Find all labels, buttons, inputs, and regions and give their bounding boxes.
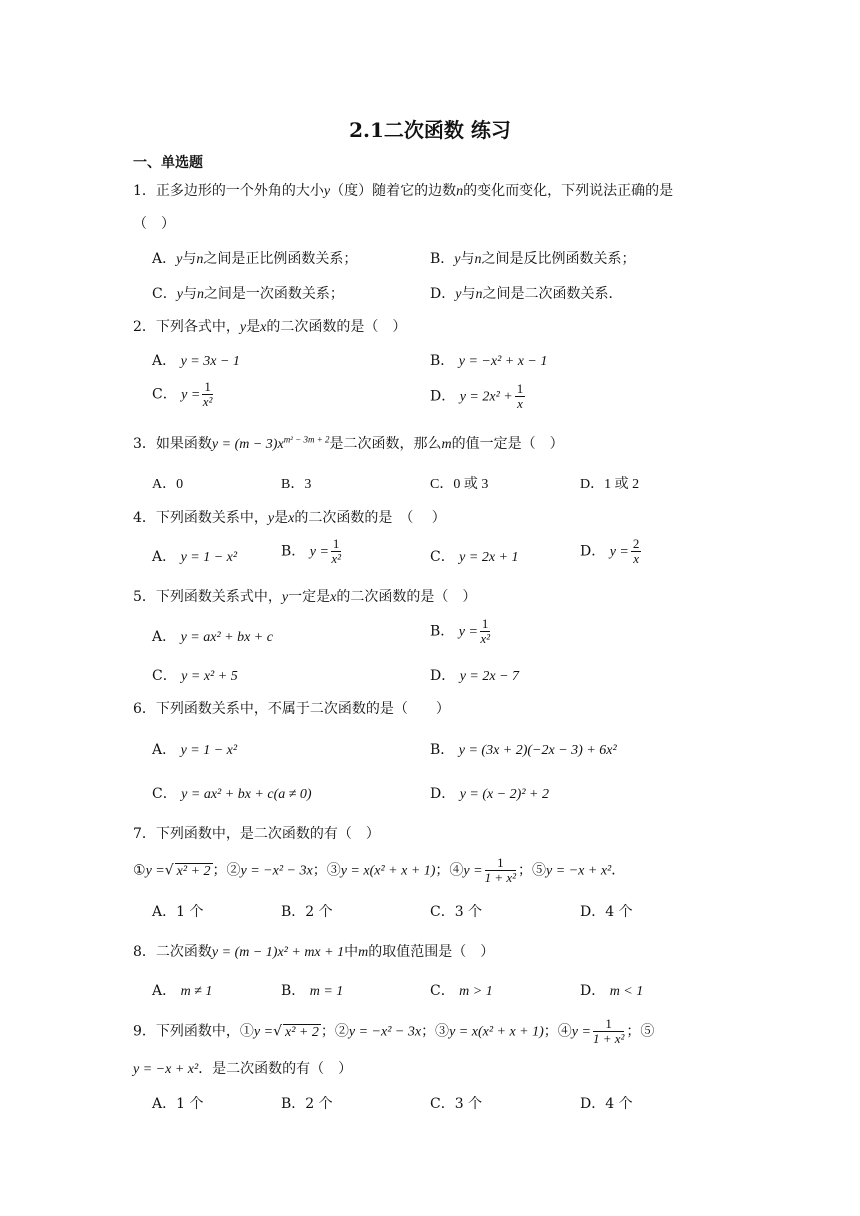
q1-option-b[interactable] <box>430 248 636 268</box>
denominator: x <box>633 551 639 566</box>
numerator: 1 <box>332 536 340 551</box>
stem-text: 是二次函数，那么 <box>329 436 442 452</box>
math-expression: y = <box>458 624 478 640</box>
option-label: A． <box>152 549 177 565</box>
stem-text: ；⑤ <box>518 862 547 879</box>
fraction <box>331 537 342 566</box>
q5-option-a[interactable] <box>152 626 273 646</box>
question-9-stem: 9．下列函数中，①y =√ x² + 2 ；②y = −x² − 3x；③y = x(x² + x + 1)；④y = $\frac{1}{\text{1 + x²}}$ ；⑤ <box>133 1016 655 1046</box>
q4-option-c[interactable] <box>430 546 519 566</box>
q5-option-b[interactable] <box>430 617 492 646</box>
q7-option-b[interactable]: B．2 个 <box>281 904 333 920</box>
stem-text: ． <box>611 862 626 879</box>
question-1-paren: （ ） <box>133 216 175 232</box>
q8-option-d[interactable] <box>580 980 643 1000</box>
option-label: D． <box>430 668 456 684</box>
question-number: 7． <box>133 826 156 842</box>
question-number: 9． <box>133 1023 156 1040</box>
question-number: 8． <box>133 944 156 960</box>
option-label: B． <box>430 742 455 758</box>
question-number: 4． <box>133 510 156 526</box>
stem-text: ① <box>133 862 146 879</box>
question-9-stem-cont <box>133 1058 352 1078</box>
denominator: 1 + x² <box>484 870 517 885</box>
math-expression: y = (m − 1)x² + mx + 1 <box>211 945 345 960</box>
option-label: A． <box>152 251 177 267</box>
q9-option-d[interactable]: D．4 个 <box>580 1096 633 1112</box>
option-label: B． <box>430 353 455 369</box>
fraction <box>485 856 516 885</box>
math-var: n <box>196 287 204 302</box>
q4-option-b[interactable] <box>281 537 343 566</box>
stem-text: 与 <box>461 286 476 302</box>
math-expression: y = <box>571 1024 591 1040</box>
math-expression: y = −x² − 3x <box>348 1024 422 1040</box>
math-var: n <box>474 252 482 267</box>
q8-option-a[interactable] <box>152 980 212 1000</box>
math-expression: m < 1 <box>609 984 644 999</box>
option-label: D． <box>430 286 456 302</box>
q6-option-c[interactable] <box>152 783 312 803</box>
question-number: 1． <box>133 183 156 199</box>
math-var: m <box>358 945 369 960</box>
denominator: x² <box>202 394 213 409</box>
math-expression: y = ax² + bx + c(a ≠ 0) <box>181 787 312 802</box>
q1-option-a[interactable] <box>152 248 357 268</box>
option-label: B． <box>281 983 306 999</box>
q3-option-c[interactable]: C．0 或 3 <box>430 477 489 492</box>
math-expression: y = 2x − 7 <box>459 669 520 684</box>
fraction <box>631 537 642 566</box>
stem-text: ；② <box>212 862 241 879</box>
stem-text: 下列函数关系式中， <box>155 589 282 605</box>
stem-text: 下列函数关系中， <box>155 510 268 526</box>
q5-option-c[interactable] <box>152 665 238 685</box>
math-expression: y = <box>181 387 201 403</box>
q5-option-d[interactable] <box>430 665 519 685</box>
question-7-functions: ①y =√ x² + 2 ；②y = −x² − 3x；③y = x(x² + x + 1)；④y = $\frac{1}{\text{1 + x²}}$ ；⑤y = −x + x²． <box>133 855 626 885</box>
option-label: A． <box>152 742 177 758</box>
math-var: n <box>475 287 483 302</box>
stem-text: 的变化而变化，下列说法正确的是 <box>463 183 674 199</box>
q4-option-d[interactable] <box>580 537 643 566</box>
stem-text: ；④ <box>543 1023 572 1040</box>
math-expression: y = x(x² + x + 1) <box>449 1024 544 1040</box>
stem-text: 下列函数中，是二次函数的有（ ） <box>155 826 380 842</box>
stem-text: 是 <box>274 510 289 526</box>
option-label: D． <box>580 983 606 999</box>
fraction <box>593 1017 624 1046</box>
question-5-stem <box>133 586 476 606</box>
stem-text: ；⑤ <box>626 1023 655 1040</box>
numerator: 1 <box>516 381 524 396</box>
q1-option-c[interactable] <box>152 283 344 303</box>
math-expression: y = 2x² + <box>459 389 513 405</box>
denominator: x² <box>480 631 490 646</box>
page-title: 2.1二次函数 练习 <box>349 118 511 142</box>
sqrt-radicand: x² + 2 <box>176 863 211 879</box>
stem-text: ；② <box>320 1023 349 1040</box>
fraction <box>202 380 213 409</box>
math-expression: y = 2x + 1 <box>459 550 519 565</box>
stem-text: 的取值范围是（ ） <box>368 944 495 960</box>
math-expression: y = (x − 2)² + 2 <box>459 787 549 802</box>
math-exponent: m² − 3m + 2 <box>283 434 330 445</box>
math-expression: y = <box>463 863 483 879</box>
question-number: 2． <box>133 319 156 335</box>
denominator: x <box>517 396 523 411</box>
math-expression: y = x² + 5 <box>181 669 238 684</box>
math-expression: y = <box>309 544 329 560</box>
option-label: C． <box>152 786 177 802</box>
math-expression: y = −x² + x − 1 <box>458 354 548 369</box>
math-expression: y = −x² − 3x <box>240 863 313 879</box>
stem-text: 下列函数中，① <box>155 1023 254 1040</box>
math-expression: y = ax² + bx + c <box>180 630 273 645</box>
question-1-stem <box>133 180 673 200</box>
stem-text: ．是二次函数的有（ ） <box>198 1061 353 1077</box>
q2-option-c[interactable] <box>152 380 215 409</box>
math-expression: m ≠ 1 <box>180 984 213 999</box>
math-expression: y = −x + x² <box>133 1062 199 1077</box>
question-2-stem <box>133 316 406 336</box>
q1-option-d[interactable] <box>430 283 622 303</box>
question-4-stem <box>133 507 446 527</box>
math-expression: y = <box>609 544 629 560</box>
option-text: 之间是正比例函数关系； <box>203 251 358 267</box>
math-var: x <box>260 320 267 335</box>
math-var: m <box>441 437 452 452</box>
option-label: C． <box>152 386 177 403</box>
option-text: 之间是反比例函数关系； <box>481 251 636 267</box>
stem-text: 的二次函数的是（ ） <box>336 589 477 605</box>
q8-option-b[interactable] <box>281 980 343 1000</box>
option-label: A． <box>152 983 177 999</box>
numerator: 1 <box>481 616 489 631</box>
option-label: A． <box>152 629 177 645</box>
math-var: x <box>330 590 337 605</box>
denominator: x² <box>331 551 341 566</box>
stem-text: 的值一定是（ ） <box>451 436 564 452</box>
math-expression: y = <box>145 863 165 879</box>
option-label: B． <box>430 623 455 640</box>
stem-text: 下列各式中， <box>155 319 240 335</box>
math-expression: y = (m − 3)x <box>211 437 284 452</box>
question-6-stem <box>133 698 450 718</box>
stem-text: 的二次函数的是（ ） <box>266 319 407 335</box>
option-label: D． <box>430 786 456 802</box>
fraction <box>480 617 491 646</box>
q3-option-a[interactable]: A．0 <box>152 477 184 492</box>
q9-option-a[interactable]: A．1 个 <box>152 1096 204 1112</box>
math-var: y <box>455 287 462 302</box>
fraction <box>515 382 526 411</box>
stem-text: 与 <box>182 251 197 267</box>
option-label: C． <box>430 983 455 999</box>
question-number: 3． <box>133 436 156 452</box>
option-label: B． <box>430 251 455 267</box>
math-expression: y = (3x + 2)(−2x − 3) + 6x² <box>458 743 617 758</box>
stem-text: ；④ <box>435 862 464 879</box>
math-var: y <box>267 511 275 526</box>
math-var: y <box>176 252 183 267</box>
stem-text: 是 <box>246 319 261 335</box>
math-expression: y = x(x² + x + 1) <box>340 863 436 879</box>
option-label: D． <box>430 388 456 405</box>
math-expression: y = 3x − 1 <box>180 354 240 369</box>
math-expression: y = −x + x² <box>546 863 612 879</box>
q3-option-b[interactable]: B．3 <box>281 477 312 492</box>
stem-text: 下列函数关系中，不属于二次函数的是（ ） <box>155 701 450 717</box>
numerator: 2 <box>632 536 640 551</box>
option-label: C． <box>152 286 177 302</box>
q2-option-a[interactable] <box>152 350 240 370</box>
option-label: B． <box>281 543 306 560</box>
math-var: y <box>454 252 461 267</box>
q9-option-c[interactable]: C．3 个 <box>430 1096 483 1112</box>
q6-option-d[interactable] <box>430 783 549 803</box>
stem-text: 二次函数 <box>155 944 212 960</box>
option-text: 之间是二次函数关系． <box>482 286 623 302</box>
section-heading: 一、单选题 <box>133 155 203 171</box>
option-label: C． <box>430 549 455 565</box>
stem-text: ；③ <box>312 862 341 879</box>
numerator: 1 <box>593 1017 624 1032</box>
sqrt-radicand: x² + 2 <box>285 1024 319 1040</box>
q6-option-b[interactable] <box>430 739 617 759</box>
stem-text: 中 <box>344 944 359 960</box>
question-number: 6． <box>133 701 156 717</box>
stem-text: 与 <box>182 286 197 302</box>
math-expression: y = 1 − x² <box>180 743 238 758</box>
q7-option-c[interactable]: C．3 个 <box>430 904 483 920</box>
math-expression: m > 1 <box>459 984 493 999</box>
math-expression: y = <box>253 1024 274 1040</box>
stem-text: 一定是 <box>288 589 331 605</box>
math-expression: y = 1 − x² <box>180 550 238 565</box>
option-label: C． <box>152 668 177 684</box>
math-var: y <box>176 287 183 302</box>
q8-option-c[interactable] <box>430 980 493 1000</box>
stem-text: 的二次函数的是 （ ） <box>294 510 446 526</box>
q2-option-d[interactable] <box>430 382 527 411</box>
question-8-stem <box>133 941 494 961</box>
math-var: y <box>323 184 331 199</box>
option-text: 之间是一次函数关系； <box>203 286 344 302</box>
math-var: y <box>281 590 289 605</box>
denominator: 1 + x² <box>592 1031 625 1046</box>
question-3-stem <box>133 433 564 453</box>
math-var: n <box>456 184 464 199</box>
q9-option-b[interactable]: B．2 个 <box>281 1096 333 1112</box>
option-label: D． <box>580 543 606 560</box>
q4-option-a[interactable] <box>152 546 237 566</box>
option-label: A． <box>152 353 177 369</box>
q7-option-d[interactable]: D．4 个 <box>580 904 633 920</box>
stem-text: ；③ <box>421 1023 450 1040</box>
stem-text: 如果函数 <box>155 436 212 452</box>
math-var: x <box>288 511 295 526</box>
numerator: 1 <box>204 379 211 394</box>
q6-option-a[interactable] <box>152 739 237 759</box>
stem-text: 正多边形的一个外角的大小 <box>155 183 324 199</box>
q2-option-b[interactable] <box>430 350 547 370</box>
math-var: y <box>239 320 247 335</box>
q7-option-a[interactable]: A．1 个 <box>152 904 204 920</box>
math-var: n <box>196 252 204 267</box>
stem-text: （度）随着它的边数 <box>330 183 457 199</box>
question-number: 5． <box>133 589 156 605</box>
question-7-stem <box>133 823 380 843</box>
math-expression: m = 1 <box>309 984 344 999</box>
stem-text: 与 <box>460 251 475 267</box>
q3-option-d[interactable]: D．1 或 2 <box>580 477 640 492</box>
numerator: 1 <box>485 856 516 871</box>
